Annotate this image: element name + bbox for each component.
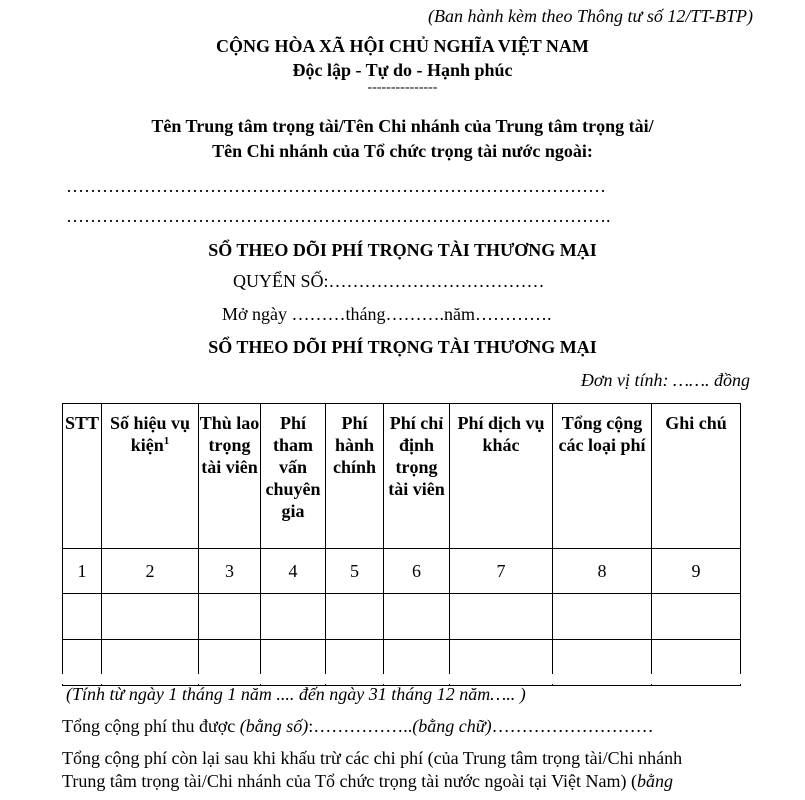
table-cell: 4 bbox=[261, 549, 326, 594]
table-title: SỔ THEO DÕI PHÍ TRỌNG TÀI THƯƠNG MẠI bbox=[208, 337, 597, 357]
header-note: (Ban hành kèm theo Thông tư số 12/TT-BTP) bbox=[428, 6, 753, 26]
table-cell: 7 bbox=[450, 549, 553, 594]
remaining-line2: Trung tâm trọng tài/Chi nhánh của Tổ chức trọng tài nước ngoài tại Việt Nam) (bằng bbox=[62, 771, 674, 791]
header-notes: Ghi chú bbox=[652, 404, 741, 549]
total-collected: Tổng cộng phí thu được (bằng số):……………..(bằng chữ)……………………… bbox=[62, 716, 654, 736]
footnote-mark: 1 bbox=[163, 435, 170, 447]
dots-line-1: ……………………………………………………………………………… bbox=[66, 176, 606, 196]
header-stt: STT bbox=[63, 404, 102, 549]
header-arbitrator-fee: Thù lao trọng tài viên bbox=[199, 404, 261, 549]
header-appointment-fee: Phí chỉ định trọng tài viên bbox=[384, 404, 450, 549]
open-date: Mở ngày ………tháng……….năm…………. bbox=[222, 304, 552, 324]
book-title: SỔ THEO DÕI PHÍ TRỌNG TÀI THƯƠNG MẠI bbox=[208, 240, 597, 260]
table-cut bbox=[0, 674, 805, 684]
dots-line-2: ………………………………………………………………………………. bbox=[66, 206, 611, 226]
center-name-line2: Tên Chi nhánh của Tổ chức trọng tài nước ngoài: bbox=[212, 141, 593, 161]
header-row bbox=[63, 404, 741, 549]
header-other-fee: Phí dịch vụ khác bbox=[450, 404, 553, 549]
table-cell: 6 bbox=[384, 549, 450, 594]
header-admin-fee: Phí hành chính bbox=[326, 404, 384, 549]
header-case-number: Số hiệu vụ kiện$^1$ bbox=[102, 404, 199, 549]
number-row bbox=[63, 549, 741, 594]
fee-table bbox=[62, 403, 741, 686]
header-total: Tổng cộng các loại phí bbox=[553, 404, 652, 549]
table-cell: 1 bbox=[63, 549, 102, 594]
header-expert-fee: Phí tham vấn chuyên gia bbox=[261, 404, 326, 549]
table-cell: 9 bbox=[652, 549, 741, 594]
table-cell: 2 bbox=[102, 549, 199, 594]
unit-label: Đơn vị tính: ……. đồng bbox=[580, 370, 750, 390]
period-note: (Tính từ ngày 1 tháng 1 năm .... đến ngày 31 tháng 12 năm….. ) bbox=[66, 684, 526, 704]
center-name-line1: Tên Trung tâm trọng tài/Tên Chi nhánh của Trung tâm trọng tài/ bbox=[151, 116, 654, 136]
table-row bbox=[63, 594, 741, 640]
table-cell: 3 bbox=[199, 549, 261, 594]
divider: --------------- bbox=[367, 80, 438, 95]
motto: Độc lập - Tự do - Hạnh phúc bbox=[292, 60, 513, 80]
remaining-line1: Tổng cộng phí còn lại sau khi khấu trừ các chi phí (của Trung tâm trọng tài/Chi nhánh bbox=[62, 748, 683, 768]
table-cell: 8 bbox=[553, 549, 652, 594]
volume-label: QUYỂN SỐ:……………………………… bbox=[233, 271, 545, 291]
nation-title: CỘNG HÒA XÃ HỘI CHỦ NGHĨA VIỆT NAM bbox=[216, 36, 589, 56]
table-cell: 5 bbox=[326, 549, 384, 594]
